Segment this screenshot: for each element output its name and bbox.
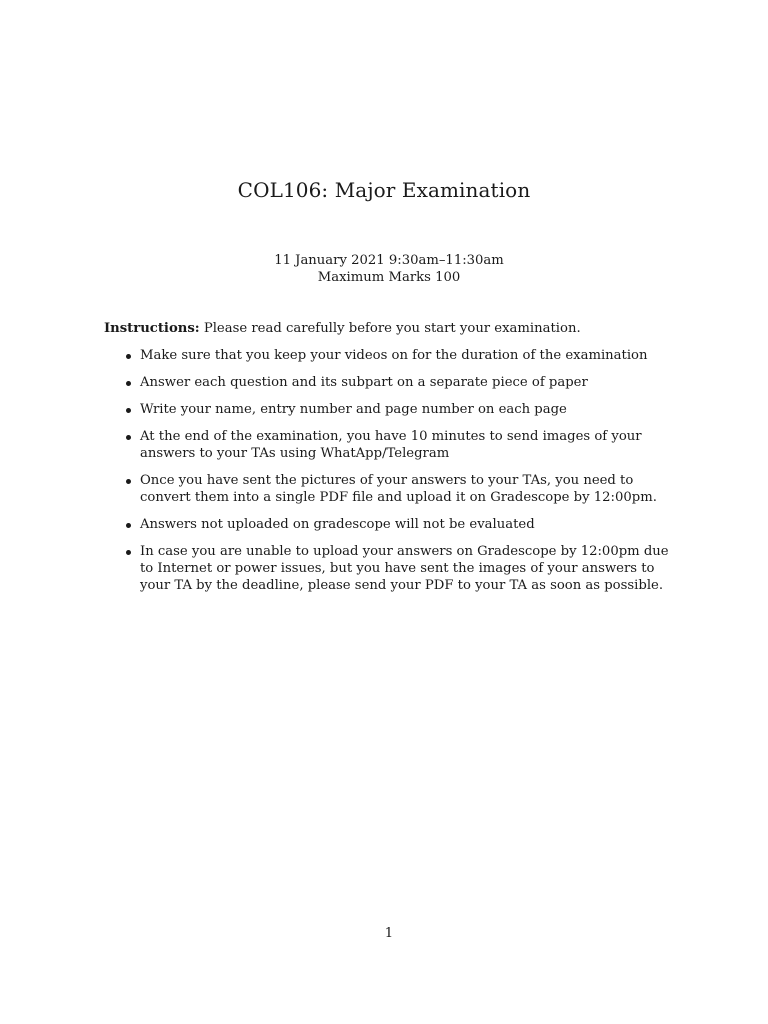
list-item-text: Once you have sent the pictures of your answers to your TAs, you need to convert them into a single PDF file and upload it on Gradescope by 12:00pm.: [140, 473, 657, 505]
bullet-icon: [126, 381, 131, 386]
list-item-text: In case you are unable to upload your answers on Gradescope by 12:00pm due to Internet or power issues, but you have sent the images of your answers to your TA by the deadline, please send your PDF to your TA as soon as possible.: [140, 544, 669, 593]
instructions-label: Instructions:: [104, 321, 200, 336]
instructions-intro-text: Please read carefully before you start your examination.: [203, 321, 581, 336]
exam-title: COL106: Major Examination: [237, 178, 531, 202]
page-number: 1: [384, 926, 394, 941]
list-item: [104, 374, 684, 391]
list-item: [104, 543, 684, 594]
list-item: [104, 516, 684, 533]
list-item-text: Make sure that you keep your videos on for the duration of the examination: [140, 348, 648, 363]
exam-date-time: 11 January 2021 9:30am–11:30am: [274, 253, 504, 268]
list-item: [104, 347, 684, 364]
instructions-intro: [104, 320, 684, 337]
list-item-text: Write your name, entry number and page number on each page: [140, 402, 567, 417]
list-item: [104, 472, 684, 506]
list-item-text: Answer each question and its subpart on a separate piece of paper: [140, 375, 588, 390]
bullet-icon: [126, 523, 131, 528]
instructions-list: [104, 347, 684, 604]
bullet-icon: [126, 479, 131, 484]
exam-max-marks: Maximum Marks 100: [317, 270, 461, 285]
exam-meta: [0, 252, 768, 286]
bullet-icon: [126, 354, 131, 359]
list-item: [104, 428, 684, 462]
list-item-text: At the end of the examination, you have 10 minutes to send images of your answers to your TAs using WhatApp/Telegram: [140, 429, 642, 461]
bullet-icon: [126, 435, 131, 440]
list-item: [104, 401, 684, 418]
list-item-text: Answers not uploaded on gradescope will not be evaluated: [140, 517, 535, 532]
bullet-icon: [126, 550, 131, 555]
bullet-icon: [126, 408, 131, 413]
